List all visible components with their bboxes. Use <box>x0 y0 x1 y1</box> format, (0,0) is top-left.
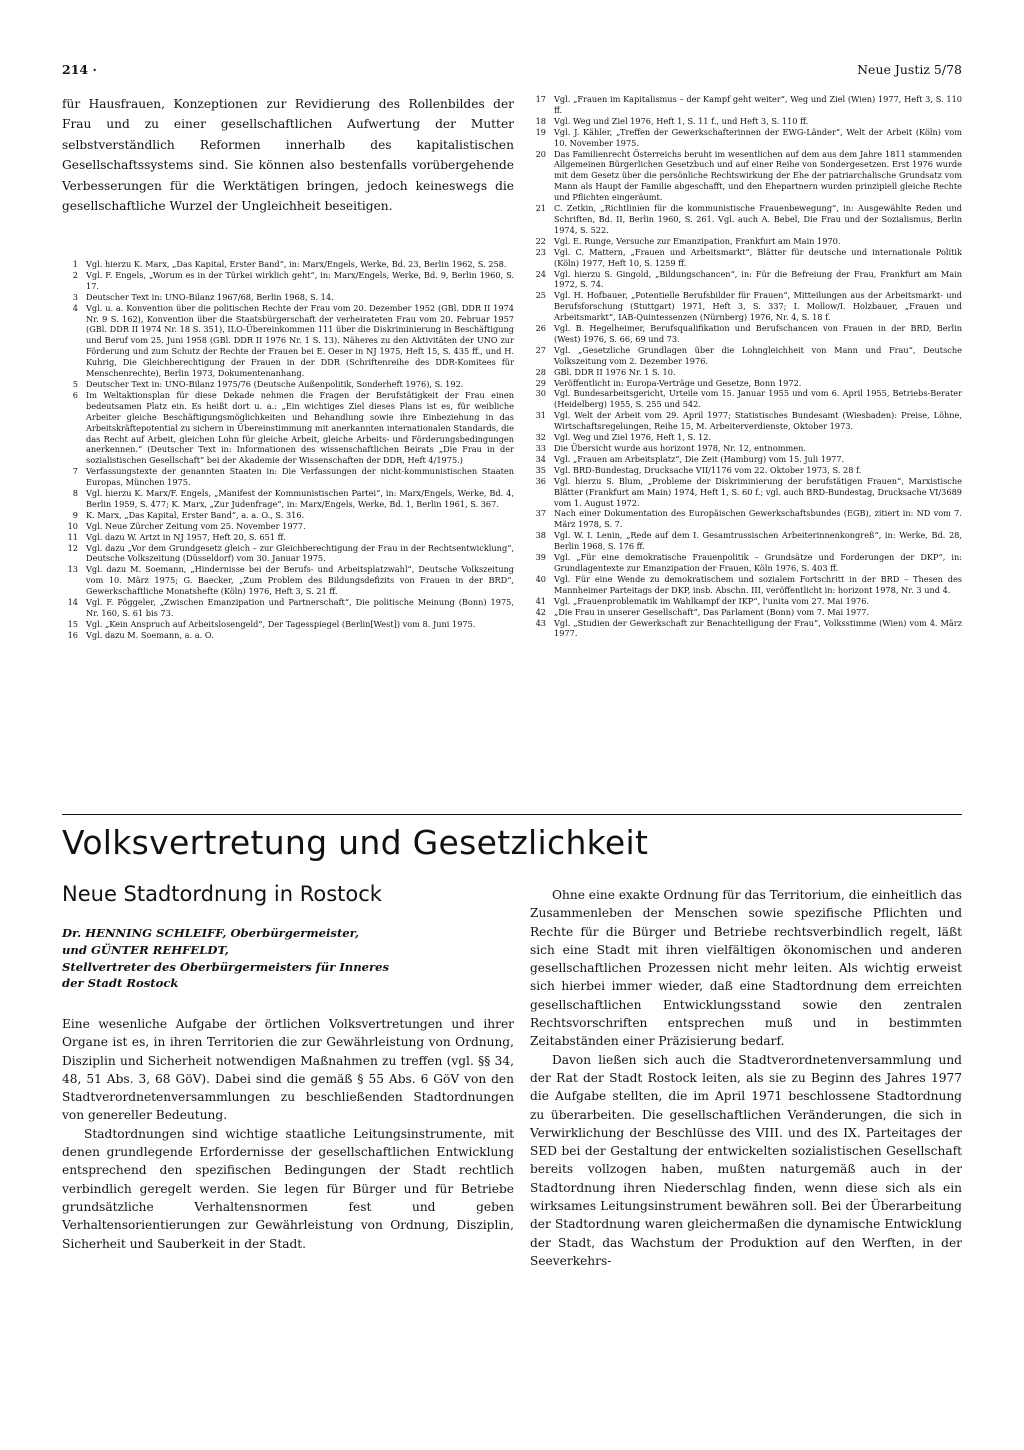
footnote-number: 39 <box>535 552 546 563</box>
footnote-text: Vgl. BRD-Bundestag, Drucksache VII/1176 vom 22. Oktober 1973, S. 28 f. <box>554 464 862 475</box>
footnote <box>62 543 514 565</box>
footnote-number: 12 <box>67 542 78 553</box>
footnotes-right-column <box>530 94 962 639</box>
footnote <box>62 379 514 390</box>
footnote-number: 17 <box>535 94 546 104</box>
footnote-number: 36 <box>535 475 546 486</box>
footnote-text: Vgl. F. Pöggeler, „Zwischen Emanzipation und Partnerschaft“, Die politische Meinung (Bonn) 1975, Nr. 160, S. 61 bis 73. <box>86 597 514 618</box>
footnote-number: 23 <box>535 246 546 257</box>
footnote-number: 15 <box>67 618 78 629</box>
footnote <box>62 466 514 488</box>
footnote-number: 25 <box>535 290 546 301</box>
footnote-text: Vgl. hierzu S. Gingold, „Bildungschancen“, in: Für die Befreiung der Frau, Frankfurt am Main 1972, S. 74. <box>554 268 962 290</box>
footnote-text: Vgl. hierzu K. Marx, „Das Kapital, Erster Band“, in: Marx/Engels, Werke, Bd. 23, Berlin 1962, S. 258. <box>86 259 507 269</box>
footnote <box>530 378 962 389</box>
footnote-number: 18 <box>535 115 546 126</box>
footnote-text: Vgl. Bundesarbeitsgericht, Urteile vom 15. Januar 1955 und vom 6. April 1955, Betriebs-Berater (Heidelberg) 1955, S. 255 und 542. <box>554 388 962 410</box>
footnote-text: C. Zetkin, „Richtlinien für die kommunistische Frauenbewegung“, in: Ausgewählte Reden und Schriften, Bd. II, Berlin 1960, S. 261. Vgl. auch A. Bebel, Die Frau und der Sozialismus, Berlin 1974, S. 522. <box>554 203 962 235</box>
footnote-number: 5 <box>72 378 78 389</box>
footnote-number: 9 <box>72 509 78 520</box>
footnote <box>62 259 514 270</box>
footnote-number: 14 <box>67 597 78 608</box>
footnote-text: Vgl. C. Mattern, „Frauen und Arbeitsmarkt“, Blätter für deutsche und internationale Politik (Köln) 1977, Heft 10, S. 1259 ff. <box>554 246 962 268</box>
footnote-text: Vgl. Für eine Wende zu demokratischem und sozialem Fortschritt in der BRD – Thesen des Mannheimer Parteitags der DKP, insb. Abschn. III, veröffentlicht in: horizont 1978, Nr. 3 und 4. <box>554 573 962 595</box>
footnote <box>62 564 514 597</box>
footnote <box>62 270 514 292</box>
footnote-text: Vgl. dazu „Vor dem Grundgesetz gleich – zur Gleichberechtigung der Frau in der Rechtsentwicklung“, Deutsche Volkszeitung (Düsseldorf) vom 30. Januar 1975. <box>86 542 514 564</box>
footnote-text: Die Übersicht wurde aus horizont 1978, Nr. 12, entnommen. <box>554 443 806 453</box>
footnote-number: 2 <box>72 269 78 280</box>
footnote-number: 41 <box>535 595 546 606</box>
footnote <box>530 508 962 530</box>
footnote-text: Deutscher Text in: UNO-Bilanz 1975/76 (Deutsche Außenpolitik, Sonderheft 1976), S. 192. <box>86 378 464 389</box>
footnote-text: Vgl. B. Hegelheimer, Berufsqualifikation und Berufschancen von Frauen in der BRD, Berlin (West) 1976, S. 66, 69 und 73. <box>554 323 962 344</box>
footnote-text: Das Familienrecht Österreichs beruht im wesentlichen auf dem aus dem Jahre 1811 stammenden Allgemeinen Bürgerlichen Gesetzbuch und auf einer Reihe von Sondergesetzen. Erst 1976 wurde mit dem Gesetz über die persönliche Rechtswirkung der Ehe der patriarchalische Grundsatz vom Mann als Haupt der Familie abgeschafft, und den Ehepartnern wurden prinzipiell gleiche Rechte und Pflichten eingeräumt. <box>554 148 962 203</box>
footnote-number: 27 <box>535 344 546 355</box>
footnote-text: Vgl. Weg und Ziel 1976, Heft 1, S. 11 f., und Heft 3, S. 110 ff. <box>554 115 809 126</box>
footnote <box>62 630 514 641</box>
footnote <box>530 410 962 432</box>
footnote-text: Vgl. „Frauenproblematik im Wahlkampf der IKP“, l'unita vom 27. Mai 1976. <box>554 595 870 606</box>
footnote-number: 33 <box>535 443 546 453</box>
footnotes-left-column <box>62 259 514 641</box>
footnote-text: Deutscher Text in: UNO-Bilanz 1967/68, Berlin 1968, S. 14. <box>86 291 334 302</box>
footnote <box>62 488 514 510</box>
footnote-number: 11 <box>67 531 78 542</box>
footnote-number: 40 <box>535 573 546 584</box>
footnote-text: Vgl. H. Hofbauer, „Potentielle Berufsbilder für Frauen“, Mitteilungen aus der Arbeitsmarkt- und Berufsforschung (Stuttgart) 1971, Heft 3, S. 337; I. Mollow/I. Holzbauer, „Frauen und Arbeitsmarkt“, IAB-Quintessenzen (Nürnberg) 1976, Nr. 4, S. 18 f. <box>554 290 962 323</box>
footnote-number: 20 <box>535 148 546 159</box>
running-header <box>62 62 962 80</box>
footnote <box>530 465 962 476</box>
author-line: und GÜNTER REHFELDT, <box>62 942 229 957</box>
section-divider <box>62 814 962 815</box>
footnote-number: 35 <box>535 464 546 475</box>
footnote <box>530 530 962 552</box>
article-authors <box>62 925 514 992</box>
footnote <box>530 388 962 410</box>
footnote-number: 7 <box>72 466 78 477</box>
footnote-text: Vgl. Weg und Ziel 1976, Heft 1, S. 12. <box>554 432 712 443</box>
footnote-text: Vgl. hierzu S. Blum, „Probleme der Diskriminierung der berufstätigen Frauen“, Marxistische Blätter (Frankfurt am Main) 1974, Heft 1, S. 60 f.; vgl. auch BRD-Bundestag, Drucksache VI/3689 vom 1. August 1972. <box>554 475 962 508</box>
footnote <box>62 619 514 630</box>
footnote-number: 31 <box>535 410 546 421</box>
footnote <box>530 432 962 443</box>
footnote <box>530 552 962 574</box>
footnote-text: Vgl. hierzu K. Marx/F. Engels, „Manifest der Kommunistischen Partei“, in: Marx/Engels, Werke, Bd. 4, Berlin 1959, S. 477; K. Marx, „Zur Judenfrage“, in: Marx/Engels, Werke, Bd. 1, Berlin 1961, S. 367. <box>86 488 514 509</box>
footnote-number: 6 <box>72 389 78 400</box>
footnote <box>62 510 514 521</box>
footnote <box>530 94 962 116</box>
continuation-paragraph: für Hausfrauen, Konzeptionen zur Revidierung des Rollenbildes der Frau und zu einer gesellschaftlichen Aufwertung der Mutter selbstverständlich Reformen innerhalb des kapitalistischen Gesellschaftssystems sind. Sie können also bestenfalls vorübergehende Verbesserungen für die Werktätigen bringen, jedoch keineswegs die gesellschaftliche Wurzel der Ungleichheit beseitigen. <box>62 97 514 214</box>
footnote-number: 13 <box>67 564 78 575</box>
footnote-text: Vgl. „Kein Anspruch auf Arbeitslosengeld“, Der Tagesspiegel (Berlin[West]) vom 8. Juni 1975. <box>86 618 476 629</box>
footnote-text: Vgl. W. I. Lenin, „Rede auf dem I. Gesamtrussischen Arbeiterinnenkongreß“, in: Werke, Bd. 28, Berlin 1968, S. 176 ff. <box>554 530 962 552</box>
footnote <box>62 390 514 466</box>
footnote-text: Nach einer Dokumentation des Europäischen Gewerkschaftsbundes (EGB), zitiert in: ND vom 7. März 1978, S. 7. <box>554 508 962 530</box>
footnote-number: 43 <box>535 617 546 628</box>
body-paragraph: Davon ließen sich auch die Stadtverordnetenversammlung und der Rat der Stadt Rostock leiten, als sie zu Beginn des Jahres 1977 die Aufgabe stellten, die im April 1971 beschlossene Stadtordnung zu überarbeiten. Die gesellschaftlichen Veränderungen, die sich in Verwirklichung der Beschlüsse des VIII. und des IX. Parteitages der SED bei der Gestaltung der entwickelten sozialistischen Gesellschaft bereits vollzogen haben, mußten naturgemäß auch in der Stadtordnung ihren Niederschlag finden, wenn diese sich als ein wirksames Leitungsinstrument bewähren soll. Bei der Überarbeitung der Stadtordnung waren gleichermaßen die dynamische Entwicklung der Stadt, das Wachstum der Produktion auf den Werften, in der Seeverkehrs- <box>530 1052 962 1268</box>
footnote-text: Vgl. „Frauen im Kapitalismus – der Kampf geht weiter“, Weg und Ziel (Wien) 1977, Heft 3, S. 110 ff. <box>554 94 962 115</box>
footnote-text: Vgl. dazu M. Soemann, a. a. O. <box>86 629 214 640</box>
author-line: Dr. HENNING SCHLEIFF, Oberbürgermeister, <box>62 926 359 940</box>
footnote <box>530 618 962 640</box>
footnote-number: 22 <box>535 235 546 246</box>
footnote-number: 26 <box>535 323 546 334</box>
footnote-number: 34 <box>535 453 546 464</box>
footnote-number: 8 <box>72 488 78 499</box>
page-number: 214 · <box>62 62 97 77</box>
footnote-number: 29 <box>535 377 546 388</box>
footnote-number: 32 <box>535 432 546 443</box>
footnote-number: 28 <box>535 366 546 377</box>
footnote <box>530 236 962 247</box>
footnote-text: „Die Frau in unserer Gesellschaft“, Das Parlament (Bonn) vom 7. Mai 1977. <box>554 606 870 617</box>
footnote-number: 37 <box>535 508 546 519</box>
footnote <box>62 292 514 303</box>
footnote <box>530 476 962 509</box>
footnote-text: Vgl. dazu M. Soemann, „Hindernisse bei der Berufs- und Arbeitsplatzwahl“, Deutsche Volkszeitung vom 10. März 1975; G. Baecker, „Zum Problem des Bildungsdefizits von Frauen in der BRD“, Gewerkschaftliche Monatshefte (Köln) 1976, Heft 3, S. 21 ff. <box>86 564 514 597</box>
footnote-number: 38 <box>535 530 546 541</box>
footnote <box>530 323 962 345</box>
footnote-text: Verfassungstexte der genannten Staaten in: Die Verfassungen der nicht-kommunistischen Staaten Europas, München 1975. <box>86 466 514 488</box>
footnote <box>62 532 514 543</box>
footnote <box>530 116 962 127</box>
footnote-text: Vgl. u. a. Konvention über die politischen Rechte der Frau vom 20. Dezember 1952 (GBl. DDR II 1974 Nr. 9 S. 162), Konvention über die Staatsbürgerschaft der verheirateten Frau vom 20. Februar 1957 (GBl. DDR II 1974 Nr. 18 S. 351), ILO-Übereinkommen 111 über die Diskriminierung in Beschäftigung und Beruf vom 25. Juni 1958 (GBl. DDR II 1976 Nr. 1 S. 13). Näheres zu den Aktivitäten der UNO zur Förderung und zum Schutz der Rechte der Frauen bei E. Oeser in NJ 1975, Heft 15, S. 435 ff., und H. Kuhrig, Die Gleichberechtigung der Frauen in der DDR (Schriftenreihe des DDR-Komitees für Menschenrechte), Berlin 1973, Dokumentenanhang. <box>86 302 514 379</box>
footnote <box>530 149 962 204</box>
footnote-text: Vgl. „Frauen am Arbeitsplatz“, Die Zeit (Hamburg) vom 15. Juli 1977. <box>554 453 845 464</box>
footnote <box>530 596 962 607</box>
footnote-number: 1 <box>72 259 78 269</box>
footnote-text: Veröffentlicht in: Europa-Verträge und Gesetze, Bonn 1972. <box>554 377 802 388</box>
footnote-number: 16 <box>67 629 78 640</box>
footnote <box>530 247 962 269</box>
footnote <box>530 269 962 291</box>
footnote <box>62 597 514 619</box>
article-body-right-column <box>530 886 962 1270</box>
footnote-number: 21 <box>535 203 546 214</box>
body-paragraph: Stadtordnungen sind wichtige staatliche Leitungsinstrumente, mit denen grundlegende Erfordernisse der gesellschaftlichen Entwicklung entsprechend den spezifischen Bedingungen der Stadt rechtlich verbindlich geregelt werden. Sie legen für Bürger und für Betriebe grundsätzliche Verhaltensnormen fest und geben Verhaltensorientierungen zur Gewährleistung von Ordnung, Disziplin, Sicherheit und Sauberkeit in der Stadt. <box>62 1126 514 1251</box>
section-title: Volksvertretung und Gesetzlichkeit <box>62 823 649 862</box>
footnote-text: Vgl. „Studien der Gewerkschaft zur Benachteiligung der Frau“, Volksstimme (Wien) vom 4. März 1977. <box>554 617 962 639</box>
footnote <box>530 290 962 323</box>
footnote-text: Vgl. „Für eine demokratische Frauenpolitik – Grundsätze und Forderungen der DKP“, in: Grundlagentexte zur Emanzipation der Frauen, Köln 1976, S. 403 ff. <box>554 552 962 573</box>
body-paragraph: Eine wesenliche Aufgabe der örtlichen Volksvertretungen und ihrer Organe ist es, in ihren Territorien die zur Gewährleistung von Ordnung, Disziplin und Sicherheit notwendigen Maßnahmen zu treffen (vgl. §§ 34, 48, 51 Abs. 3, 68 GöV). Dabei sind die gemäß § 55 Abs. 6 GöV von den Stadtverordnetenversammlungen zu beschließenden Stadtordnungen von genereller Bedeutung. <box>62 1017 514 1123</box>
footnote <box>62 521 514 532</box>
footnote-text: Vgl. dazu W. Artzt in NJ 1957, Heft 20, S. 651 ff. <box>86 531 286 542</box>
footnote <box>530 127 962 149</box>
body-paragraph: Ohne eine exakte Ordnung für das Territorium, die einheitlich das Zusammenleben der Menschen sowie spezifische Pflichten und Rechte für die Bürger und Betriebe rechtsverbindlich regelt, läßt sich eine Stadt mit ihren vielfältigen ökonomischen und anderen gesellschaftlichen Prozessen nicht mehr leiten. Als wichtig erweist sich hierbei immer wieder, daß eine Stadtordnung dem erreichten gesellschaftlichen Entwicklungsstand sowie den zentralen Rechtsvorschriften entsprechen muß und in bestimmten Zeitabständen einer Präzisierung bedarf. <box>530 888 962 1049</box>
footnote-number: 4 <box>72 302 78 313</box>
footnote-number: 10 <box>67 520 78 531</box>
journal-issue: Neue Justiz 5/78 <box>857 62 962 77</box>
footnote-text: Vgl. Neue Zürcher Zeitung vom 25. November 1977. <box>86 520 306 531</box>
footnote-text: Im Weltaktionsplan für diese Dekade nehmen die Fragen der Berufstätigkeit der Frau einen bedeutsamen Platz ein. Es heißt dort u. a.: „Ein wichtiges Ziel dieses Plans ist es, für weibliche Arbeiter gleiche Beschäftigungsmöglichkeiten und Behandlung sowie ihre Einbeziehung in das Arbeitskräftepotential zu sichern in Übereinstimmung mit anerkannten internationalen Standards, die das Recht auf Arbeit, gleichen Lohn für gleiche Arbeit, gleiche Arbeits- und Förderungsbedingungen anerkennen.“ (Deutscher Text in: Informationen des wissenschaftlichen Beirats „Die Frau in der sozialistischen Gesellschaft“ bei der Akademie der Wissenschaften der DDR, Heft 4/1975.) <box>86 389 514 466</box>
author-line: der Stadt Rostock <box>62 976 179 991</box>
footnote-number: 24 <box>535 268 546 279</box>
footnote <box>62 303 514 379</box>
footnote <box>530 367 962 378</box>
footnote <box>530 345 962 367</box>
footnote-text: Vgl. „Gesetzliche Grundlagen über die Lohngleichheit von Mann und Frau“, Deutsche Volkszeitung vom 2. Dezember 1976. <box>554 344 962 366</box>
footnote-text: GBl. DDR II 1976 Nr. 1 S. 10. <box>554 366 676 377</box>
footnote-number: 42 <box>535 606 546 617</box>
footnote-number: 19 <box>535 126 546 137</box>
footnote <box>530 454 962 465</box>
article-body-left-column <box>62 1015 514 1253</box>
footnote-text: Vgl. Welt der Arbeit vom 29. April 1977; Statistisches Bundesamt (Wiesbaden): Preise, Löhne, Wirtschaftsregelungen, Reihe 15, M. Arbeiterverdienste, Oktober 1973. <box>554 410 962 432</box>
footnote <box>530 443 962 454</box>
footnote-text: Vgl. J. Kähler, „Treffen der Gewerkschafterinnen der EWG-Länder“, Welt der Arbeit (Köln) vom 10. November 1975. <box>554 126 962 148</box>
footnote-number: 30 <box>535 388 546 399</box>
author-line: Stellvertreter des Oberbürgermeisters für Inneres <box>62 959 390 974</box>
article-title: Neue Stadtordnung in Rostock <box>62 882 382 906</box>
footnote-text: Vgl. E. Runge, Versuche zur Emanzipation, Frankfurt am Main 1970. <box>554 235 841 246</box>
footnote-text: K. Marx, „Das Kapital, Erster Band“, a. a. O., S. 316. <box>86 509 305 520</box>
footnote-number: 3 <box>72 291 78 302</box>
footnote <box>530 607 962 618</box>
footnote <box>530 574 962 596</box>
footnote-text: Vgl. F. Engels, „Worum es in der Türkei wirklich geht“, in: Marx/Engels, Werke, Bd. 9, Berlin 1960, S. 17. <box>86 269 514 291</box>
footnote <box>530 203 962 236</box>
